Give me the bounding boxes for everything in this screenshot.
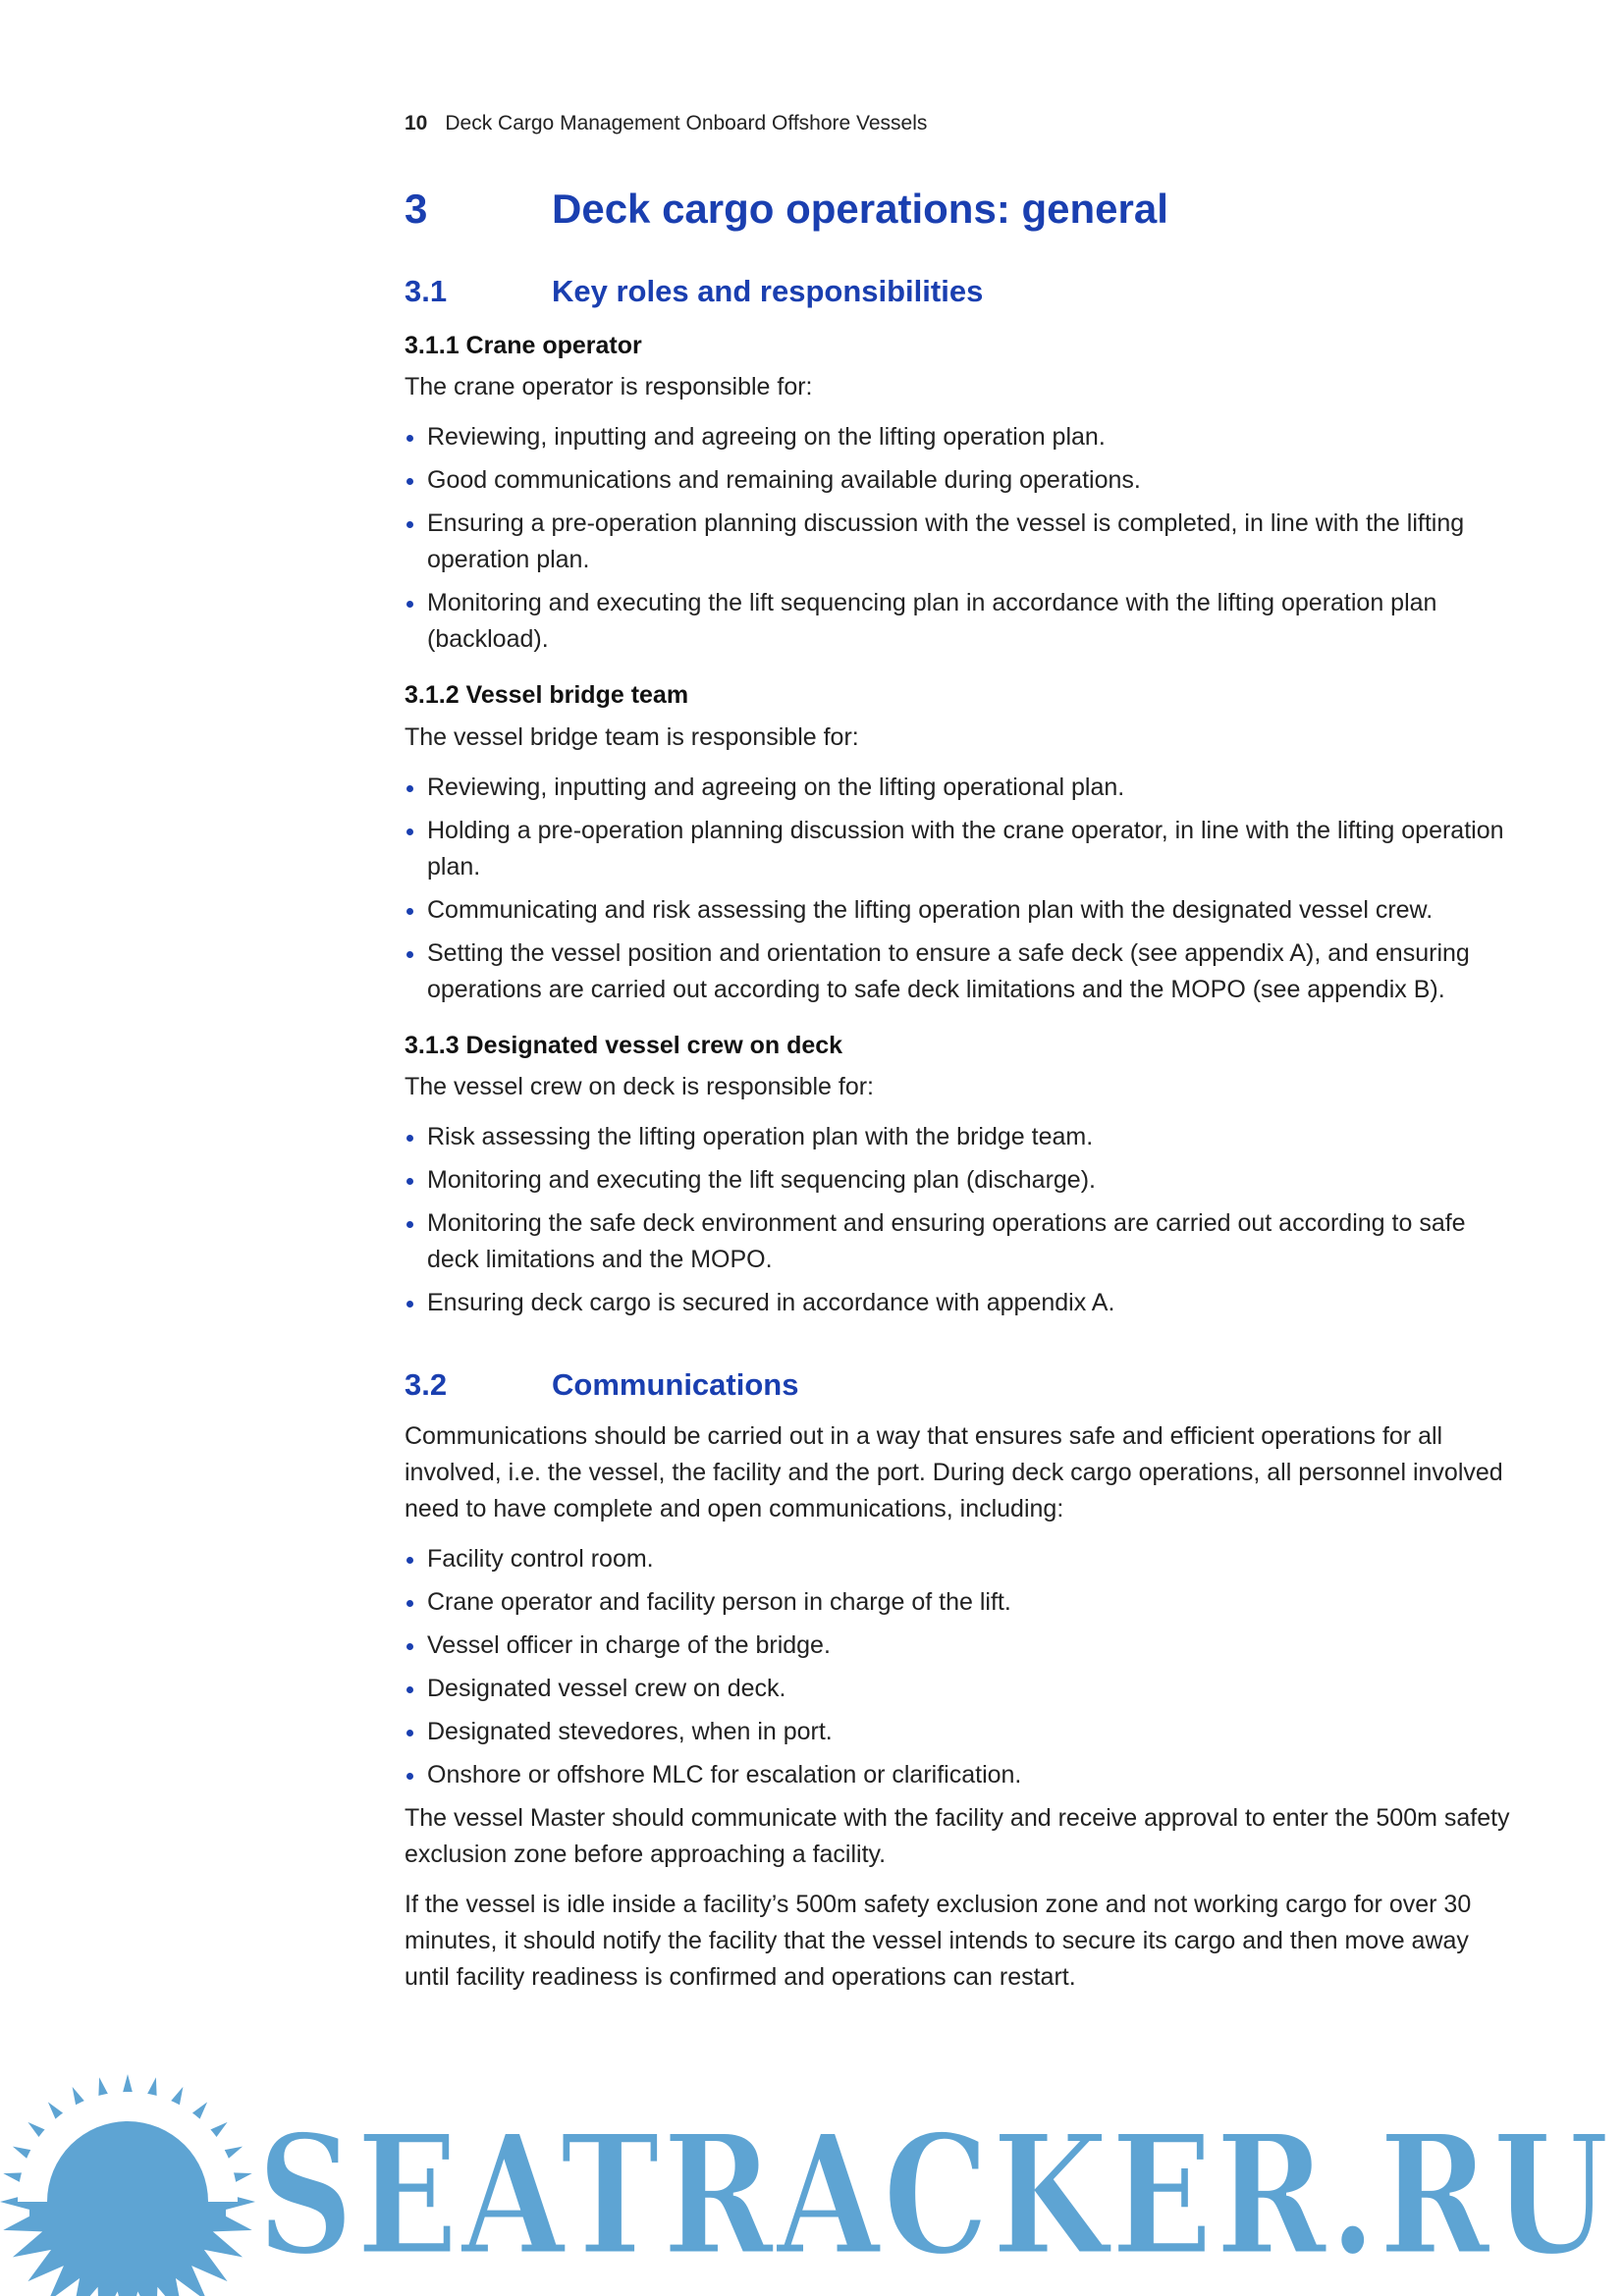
section-number: 3.2 bbox=[405, 1367, 448, 1403]
bridge-intro: The vessel bridge team is responsible for: bbox=[405, 722, 859, 751]
section-title: Key roles and responsibilities bbox=[552, 274, 984, 309]
list-item: Holding a pre-operation planning discussion with the crane operator, in line with the lifting operation plan. bbox=[405, 813, 1514, 885]
communications-list bbox=[405, 1541, 1514, 1793]
sun-icon bbox=[0, 2074, 255, 2296]
communications-paragraph-2: If the vessel is idle inside a facility’s 500m safety exclusion zone and not working cargo for over 30 minutes, it should notify the facility that the vessel intends to secure its cargo and then move away until facility readiness is confirmed and operations can restart. bbox=[405, 1891, 1472, 1992]
list-item: Vessel officer in charge of the bridge. bbox=[405, 1628, 1514, 1664]
bridge-responsibilities-list bbox=[405, 770, 1514, 1008]
section-heading-3-1 bbox=[405, 273, 1514, 309]
watermark bbox=[0, 2056, 1624, 2296]
list-item: Reviewing, inputting and agreeing on the lifting operational plan. bbox=[405, 770, 1514, 806]
list-item: Onshore or offshore MLC for escalation or clarification. bbox=[405, 1757, 1514, 1793]
list-item: Designated vessel crew on deck. bbox=[405, 1671, 1514, 1707]
crane-responsibilities-list bbox=[405, 419, 1514, 658]
chapter-heading bbox=[405, 185, 1514, 234]
chapter-title: Deck cargo operations: general bbox=[552, 186, 1168, 232]
subsection-heading-crane-operator: 3.1.1 Crane operator bbox=[405, 331, 642, 359]
list-item: Communicating and risk assessing the lifting operation plan with the designated vessel crew. bbox=[405, 892, 1514, 929]
list-item: Ensuring deck cargo is secured in accordance with appendix A. bbox=[405, 1285, 1514, 1321]
list-item: Designated stevedores, when in port. bbox=[405, 1714, 1514, 1750]
main-content bbox=[405, 185, 1514, 2009]
list-item: Monitoring the safe deck environment and ensuring operations are carried out according to safe deck limitations and the MOPO. bbox=[405, 1205, 1514, 1278]
subsection-heading-bridge-team: 3.1.2 Vessel bridge team bbox=[405, 681, 689, 710]
list-item: Good communications and remaining available during operations. bbox=[405, 462, 1514, 499]
list-item: Monitoring and executing the lift sequencing plan in accordance with the lifting operation plan (backload). bbox=[405, 585, 1514, 658]
watermark-graphic bbox=[0, 2056, 1624, 2296]
list-item: Monitoring and executing the lift sequencing plan (discharge). bbox=[405, 1162, 1514, 1199]
list-item: Risk assessing the lifting operation plan with the bridge team. bbox=[405, 1119, 1514, 1155]
list-item: Setting the vessel position and orientation to ensure a safe deck (see appendix A), and ensuring operations are carried out according to safe deck limitations and the MOPO (see appendix B). bbox=[405, 935, 1514, 1008]
watermark-text-outline: SEATRACKER.RU bbox=[257, 2098, 1612, 2292]
page-number: 10 bbox=[405, 112, 428, 134]
communications-intro: Communications should be carried out in a way that ensures safe and efficient operations for all involved, i.e. the vessel, the facility and the port. During deck cargo operations, all personnel involved need to have complete and open communications, including: bbox=[405, 1422, 1503, 1523]
section-heading-3-2 bbox=[405, 1366, 1514, 1403]
running-header bbox=[405, 112, 927, 135]
crew-responsibilities-list bbox=[405, 1119, 1514, 1321]
crew-intro: The vessel crew on deck is responsible for: bbox=[405, 1073, 874, 1101]
watermark-text: SEATRACKER.RU bbox=[257, 2098, 1612, 2292]
crane-intro: The crane operator is responsible for: bbox=[405, 373, 813, 401]
communications-paragraph-1: The vessel Master should communicate with the facility and receive approval to enter the 500m safety exclusion zone before approaching a facility. bbox=[405, 1804, 1510, 1869]
list-item: Reviewing, inputting and agreeing on the lifting operation plan. bbox=[405, 419, 1514, 455]
subsection-heading-vessel-crew: 3.1.3 Designated vessel crew on deck bbox=[405, 1031, 843, 1059]
running-title: Deck Cargo Management Onboard Offshore Vessels bbox=[445, 112, 928, 134]
list-item: Facility control room. bbox=[405, 1541, 1514, 1577]
section-number: 3.1 bbox=[405, 274, 448, 309]
list-item: Crane operator and facility person in charge of the lift. bbox=[405, 1584, 1514, 1621]
section-title: Communications bbox=[552, 1367, 799, 1403]
list-item: Ensuring a pre-operation planning discussion with the vessel is completed, in line with the lifting operation plan. bbox=[405, 506, 1514, 578]
chapter-number: 3 bbox=[405, 186, 428, 232]
